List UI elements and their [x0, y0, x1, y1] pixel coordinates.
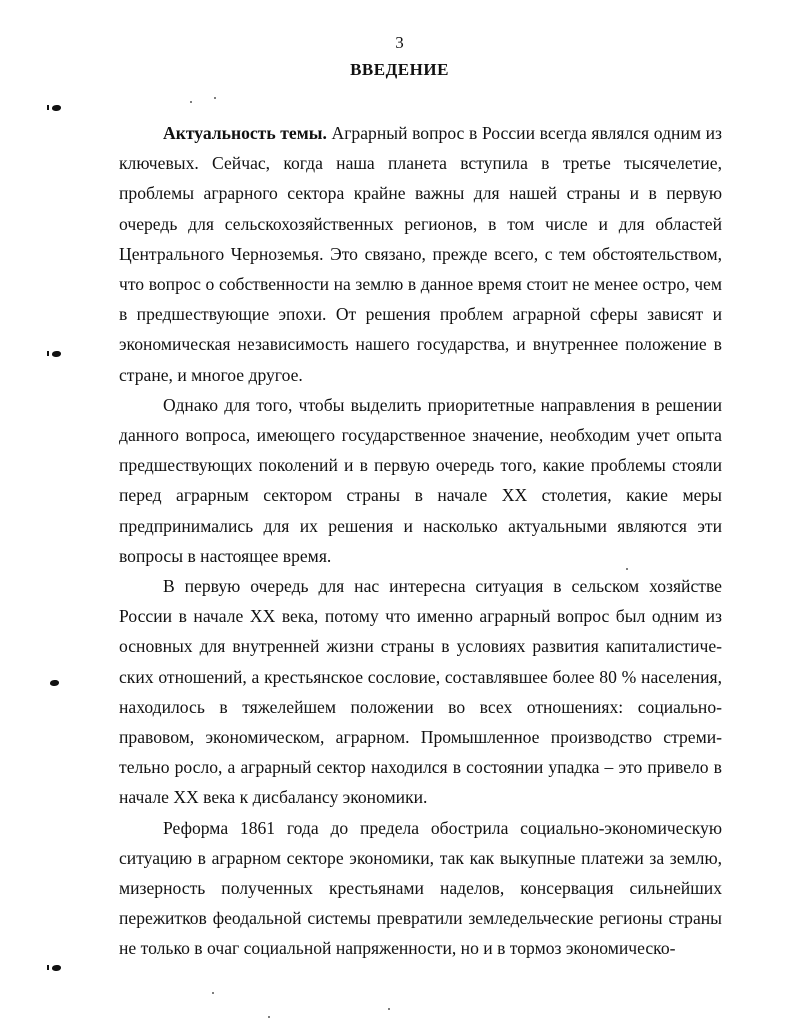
- paragraph-text: Аграрный вопрос в России всегда являлся одним из ключевых. Сейчас, когда наша планета вступила в третье тысячелетие, проблемы аграрного сектора крайне важны для нашей страны и в первую очередь для сельскохозяйственных регионов, в том числе и для областей Центрального Черноземья. Это связано, прежде всего, с тем обстоятельством, что вопрос о собственности на землю в данное время стоит не менее остро, чем в предшествующие эпохи. От решения проблем аграрной сферы зависят и экономическая независимость нашего государства, и внутреннее положение в стране, и многое другое.: [119, 123, 723, 385]
- paragraph-4: [119, 813, 722, 964]
- paragraph-3: [119, 571, 722, 813]
- body-text: [119, 118, 722, 964]
- paragraph-text: Однако для того, чтобы выделить приоритетные направления в решении данного вопроса, имеющего государственное значение, необходим учет опыта предшествующих поколений и в первую очередь того, какие проблемы стояли перед аграрным сектором страны в начале XX столетия, какие меры предпринимались для их решения и насколько актуальными являются эти вопросы в настоящее время.: [119, 394, 722, 566]
- scan-speck: [388, 1008, 390, 1010]
- scan-mark: [52, 965, 61, 971]
- paragraph-2: [119, 390, 722, 571]
- scan-speck: [214, 97, 216, 99]
- page-title: ВВЕДЕНИЕ: [350, 60, 449, 79]
- scan-mark: [52, 105, 61, 111]
- scan-mark: [52, 351, 61, 357]
- lead-heading: Актуальность темы.: [163, 123, 327, 143]
- paragraph-1: [119, 118, 722, 390]
- scan-speck: [268, 1016, 270, 1018]
- page-number: 3: [395, 33, 404, 52]
- paragraph-text: Реформа 1861 года до предела обострила социально-экономическую ситуацию в аграрном секторе экономики, так как выкупные платежи за землю, мизерность полученных крестьянами наделов, консервация сильнейших пережитков феодальной системы превратили земледельческие регионы страны не только в очаг социальной напряженности, но и в тормоз экономическо-: [119, 817, 722, 959]
- scan-mark: [50, 680, 59, 686]
- scan-speck: [626, 568, 628, 570]
- paragraph-text: В первую очередь для нас интересна ситуация в сельском хозяйстве России в начале XX века, потому что именно аграрный вопрос был одним из основных для внутренней жизни страны в условиях развития капиталистических отношений, а крестьянское сословие, составлявшее более 80 % населения, находилось в тяжелейшем положении во всех отношениях: социально-правовом, экономическом, аграрном. Промышленное производство стремительно росло, а аграрный сектор находился в состоянии упадка – это привело в начале XX века к дисбалансу экономики.: [119, 576, 722, 808]
- scan-speck: [212, 992, 214, 994]
- scan-speck: [190, 101, 192, 103]
